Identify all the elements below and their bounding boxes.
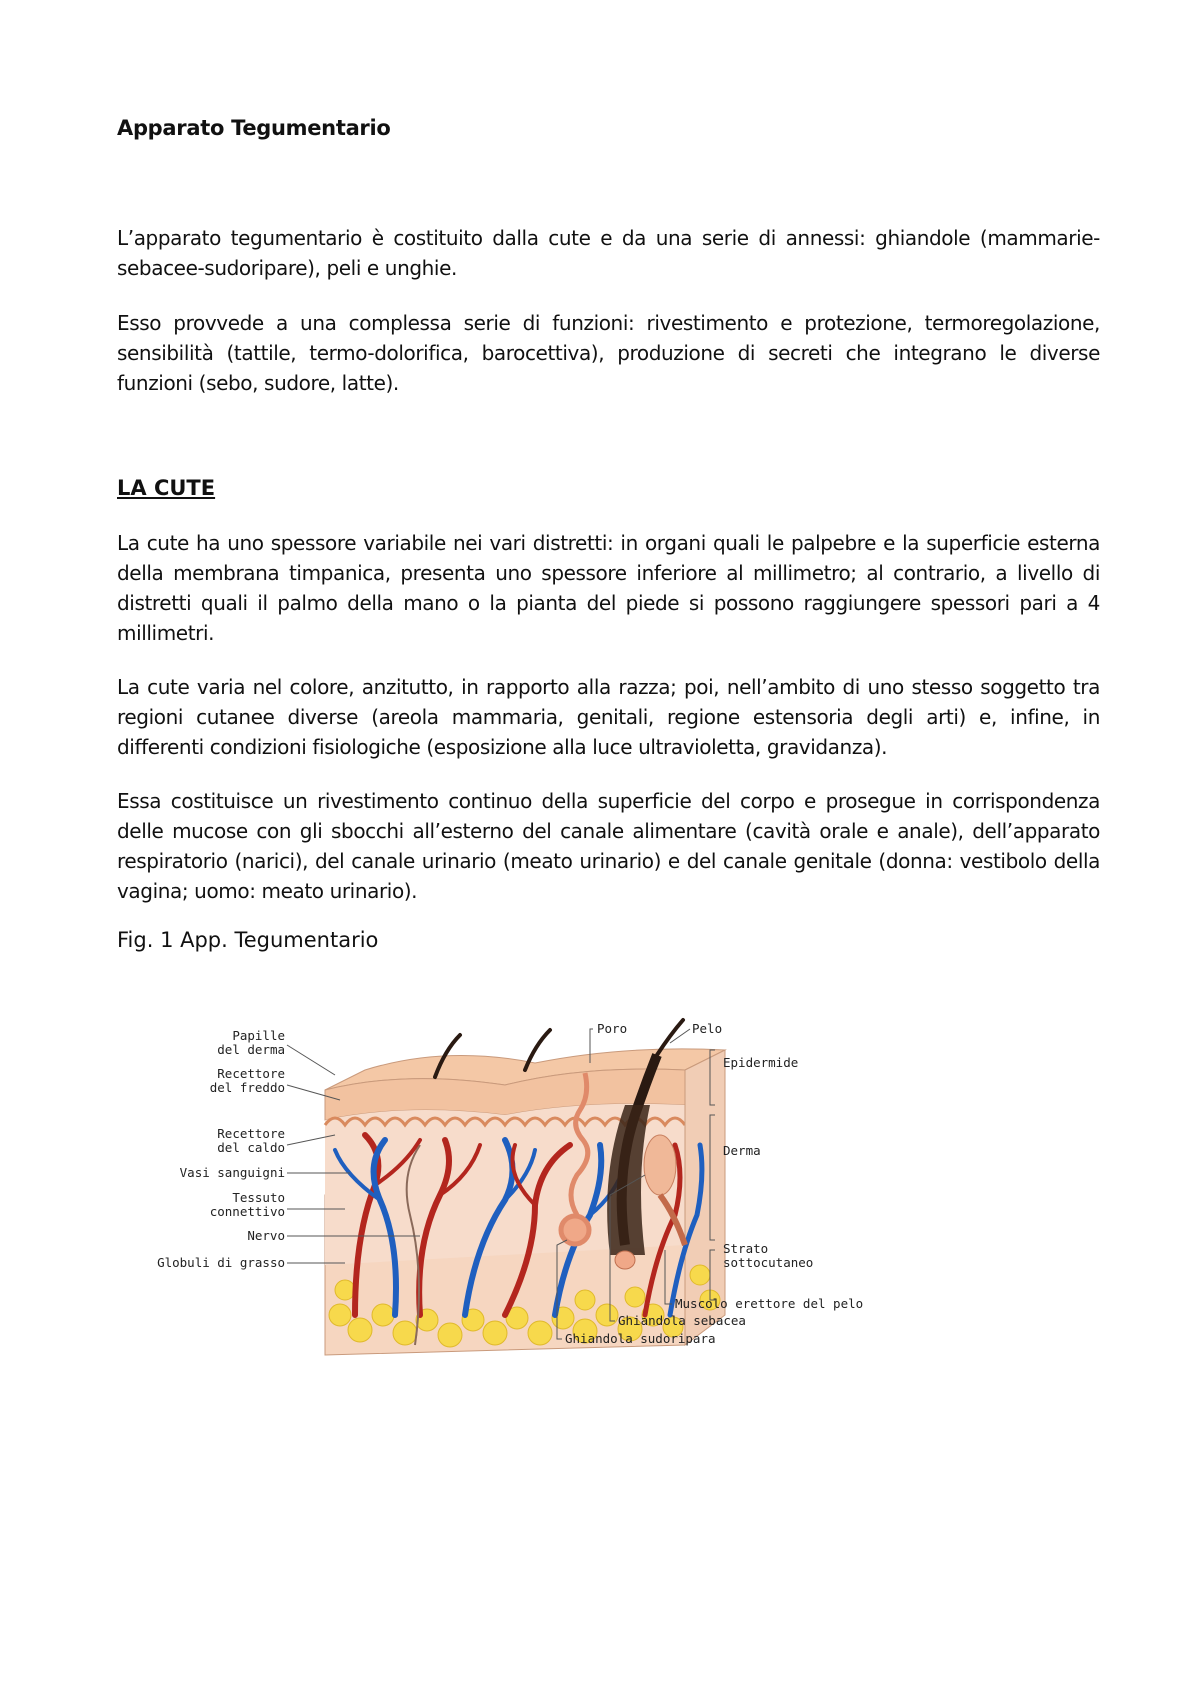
paragraph-thickness: La cute ha uno spessore variabile nei vari distretti: in organi quali le palpebre e la superficie esterna della membrana timpanica, presenta uno spessore inferiore al millimetro; al contrario, a livello di distretti quali il palmo della mano o la pianta del piede si possono raggiungere spessori pari a 4 millimetri.	[117, 531, 1100, 645]
label-strato: Strato	[723, 1241, 769, 1256]
label-papille: Papille	[232, 1028, 285, 1043]
label-freddo: Recettore	[217, 1066, 285, 1081]
label-derma: Derma	[723, 1143, 761, 1158]
paragraph-functions: Esso provvede a una complessa serie di funzioni: rivestimento e protezione, termoregolazione, sensibilità (tattile, termo-dolorifica, barocettiva), produzione di secreti che integrano le diverse funzioni (sebo, sudore, latte).	[117, 311, 1100, 395]
label-freddo-2: del freddo	[209, 1080, 285, 1095]
paragraph-continuity: Essa costituisce un rivestimento continuo della superficie del corpo e prosegue in corrispondenza delle mucose con gli sbocchi all’esterno del canale alimentare (cavità orale e anale), dell’apparato respiratorio (narici), del canale urinario (meato urinario) e del canale genitale (donna: vestibolo della vagina; uomo: meato urinario).	[117, 789, 1100, 903]
label-strato-2: sottocutaneo	[723, 1255, 814, 1270]
label-vasi: Vasi sanguigni	[179, 1165, 285, 1180]
label-nervo: Nervo	[247, 1228, 285, 1243]
figure-caption: Fig. 1 App. Tegumentario	[117, 928, 379, 952]
label-papille-2: del derma	[217, 1042, 285, 1057]
label-tessuto: Tessuto	[232, 1190, 285, 1205]
label-epidermide: Epidermide	[723, 1055, 799, 1070]
label-tessuto-2: connettivo	[209, 1204, 285, 1219]
label-pelo: Pelo	[692, 1021, 723, 1036]
label-caldo-2: del caldo	[217, 1140, 285, 1155]
label-caldo: Recettore	[217, 1126, 285, 1141]
label-globuli: Globuli di grasso	[157, 1255, 285, 1270]
label-muscolo: Muscolo erettore del pelo	[675, 1296, 864, 1311]
label-sebacea: Ghiandola sebacea	[618, 1313, 746, 1328]
sebaceous-gland	[644, 1135, 676, 1195]
paragraph-intro: L’apparato tegumentario è costituito dalla cute e da una serie di annessi: ghiandole (mammarie-sebacee-sudoripare), peli e unghie.	[117, 226, 1100, 280]
document-title: Apparato Tegumentario	[117, 116, 391, 140]
section-heading: LA CUTE	[117, 476, 216, 500]
label-sudoripara: Ghiandola sudoripara	[565, 1331, 716, 1346]
label-poro: Poro	[597, 1021, 628, 1036]
paragraph-color: La cute varia nel colore, anzitutto, in rapporto alla razza; poi, nell’ambito di uno stesso soggetto tra regioni cutanee diverse (areola mammaria, genitali, regione estensoria degli arti) e, infine, in differenti condizioni fisiologiche (esposizione alla luce ultravioletta, gravidanza).	[117, 675, 1100, 759]
skin-diagram	[157, 1015, 905, 1415]
